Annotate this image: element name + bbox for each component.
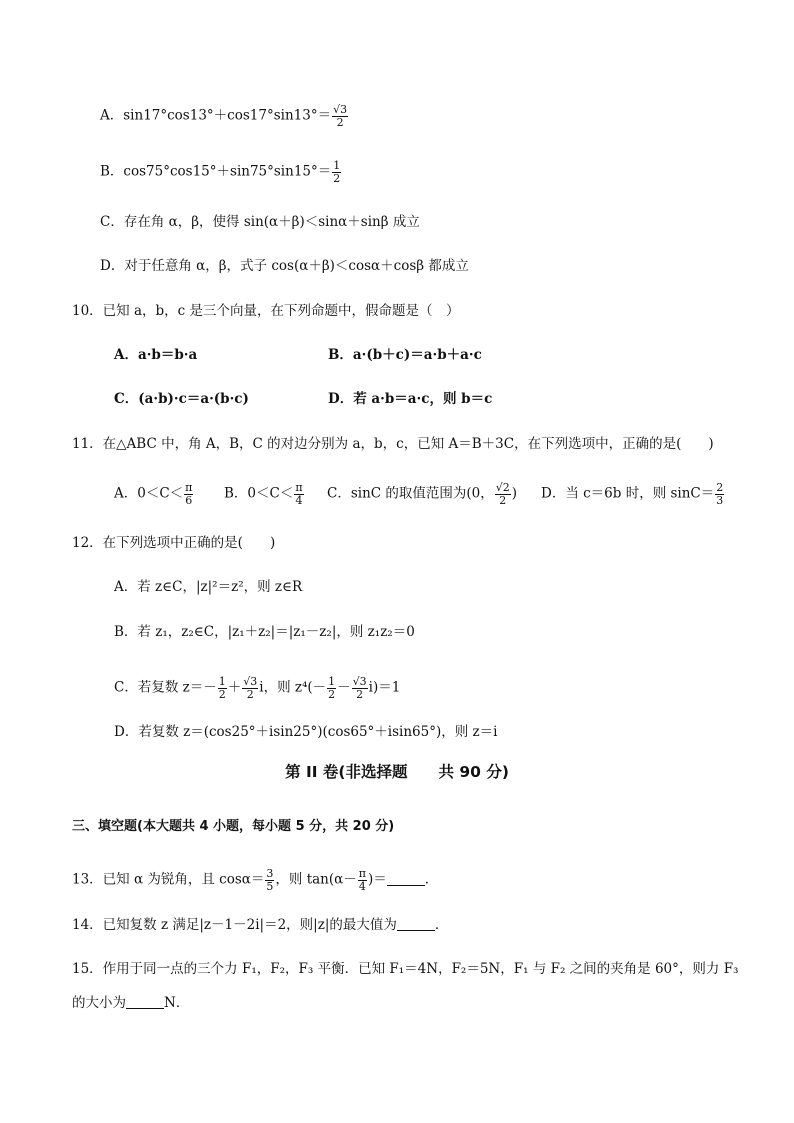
- fraction: $\frac{\pi}{6}$: [185, 481, 193, 507]
- q11-option-d: D．当 c＝6b 时，则 sinC＝ $\frac{2}{3}$: [541, 481, 724, 507]
- q11-option-c: C．sinC 的取值范围为(0， $\frac{√2}{2}$ ): [327, 481, 518, 507]
- fraction: $\frac{\pi}{4}$: [358, 867, 366, 893]
- fraction: $\frac{3}{5}$: [266, 867, 274, 893]
- q10-stem: 10．已知 a，b，c 是三个向量，在下列命题中，假命题是（ ）: [72, 303, 460, 319]
- q15-line2: 的大小为 N．: [72, 995, 190, 1011]
- fraction: $\frac{1}{2}$: [328, 675, 336, 701]
- q9-option-c: C．存在角 α，β，使得 sin(α＋β)＜sinα＋sinβ 成立: [100, 214, 420, 230]
- q10-option-a: A．a·b＝b·a: [114, 347, 198, 363]
- q9-option-d: D．对于任意角 α，β，式子 cos(α＋β)＜cosα＋cosβ 都成立: [100, 258, 469, 274]
- q12-stem: 12．在下列选项中正确的是( ): [72, 535, 276, 551]
- q9-option-b: B．cos75°cos15°＋sin75°sin15°＝ $\frac{1}{2}$: [100, 159, 341, 185]
- answer-blank[interactable]: [397, 930, 435, 931]
- q12-option-c: C．若复数 z＝－ $\frac{1}{2}$ ＋ $\frac{√3}{2}$ i，则 z⁴(－ $\frac{1}{2}$ － $\frac{√3}{2}$ i)＝1: [114, 675, 401, 701]
- q10-option-b: B．a·(b＋c)＝a·b＋a·c: [328, 347, 482, 363]
- q14: 14．已知复数 z 满足|z－1－2i|＝2，则|z|的最大值为 ．: [72, 917, 449, 933]
- q12-option-b: B．若 z₁，z₂∈C，|z₁＋z₂|＝|z₁－z₂|，则 z₁z₂＝0: [114, 624, 415, 640]
- q11-stem: 11．在△ABC 中，角 A，B，C 的对边分别为 a，b，c，已知 A＝B＋3C，在下列选项中，正确的是( ): [72, 436, 714, 452]
- q11-option-b: B．0＜C＜ $\frac{\pi}{4}$: [224, 481, 303, 507]
- answer-blank[interactable]: [387, 885, 425, 886]
- fraction: $\frac{√3}{2}$: [243, 675, 258, 701]
- q10-option-d: D．若 a·b＝a·c，则 b＝c: [328, 391, 493, 407]
- fraction: $\frac{1}{2}$: [218, 675, 226, 701]
- q9-option-a: A．sin17°cos13°＋cos17°sin13°＝ $\frac{√3}{2}$: [100, 103, 348, 129]
- answer-blank[interactable]: [126, 1008, 164, 1009]
- q11-option-a: A．0＜C＜ $\frac{\pi}{6}$: [114, 481, 193, 507]
- fill-section-header: 三、填空题(本大题共 4 小题，每小题 5 分，共 20 分): [72, 819, 395, 834]
- q10-option-c: C．(a·b)·c＝a·(b·c): [114, 391, 249, 407]
- fraction: $\frac{√3}{2}$: [352, 675, 367, 701]
- fraction: $\frac{2}{3}$: [716, 481, 724, 507]
- fraction: $\frac{\pi}{4}$: [295, 481, 303, 507]
- q13: 13．已知 α 为锐角，且 cosα＝ $\frac{3}{5}$ ，则 tan(α－ $\frac{\pi}{4}$ )＝ ．: [72, 867, 439, 893]
- fraction: $\frac{√2}{2}$: [495, 481, 510, 507]
- q15-line1: 15．作用于同一点的三个力 F₁，F₂，F₃ 平衡．已知 F₁＝4N，F₂＝5N，F₁ 与 F₂ 之间的夹角是 60°，则力 F₃: [72, 961, 739, 977]
- fraction: $\frac{√3}{2}$: [333, 103, 348, 129]
- q12-option-d: D．若复数 z＝(cos25°＋isin25°)(cos65°＋isin65°)，则 z＝i: [114, 724, 498, 740]
- q12-option-a: A．若 z∈C，|z|²＝z²，则 z∈R: [114, 579, 303, 595]
- part2-title: 第 II 卷(非选择题 共 90 分): [285, 763, 509, 781]
- fraction: $\frac{1}{2}$: [333, 159, 341, 185]
